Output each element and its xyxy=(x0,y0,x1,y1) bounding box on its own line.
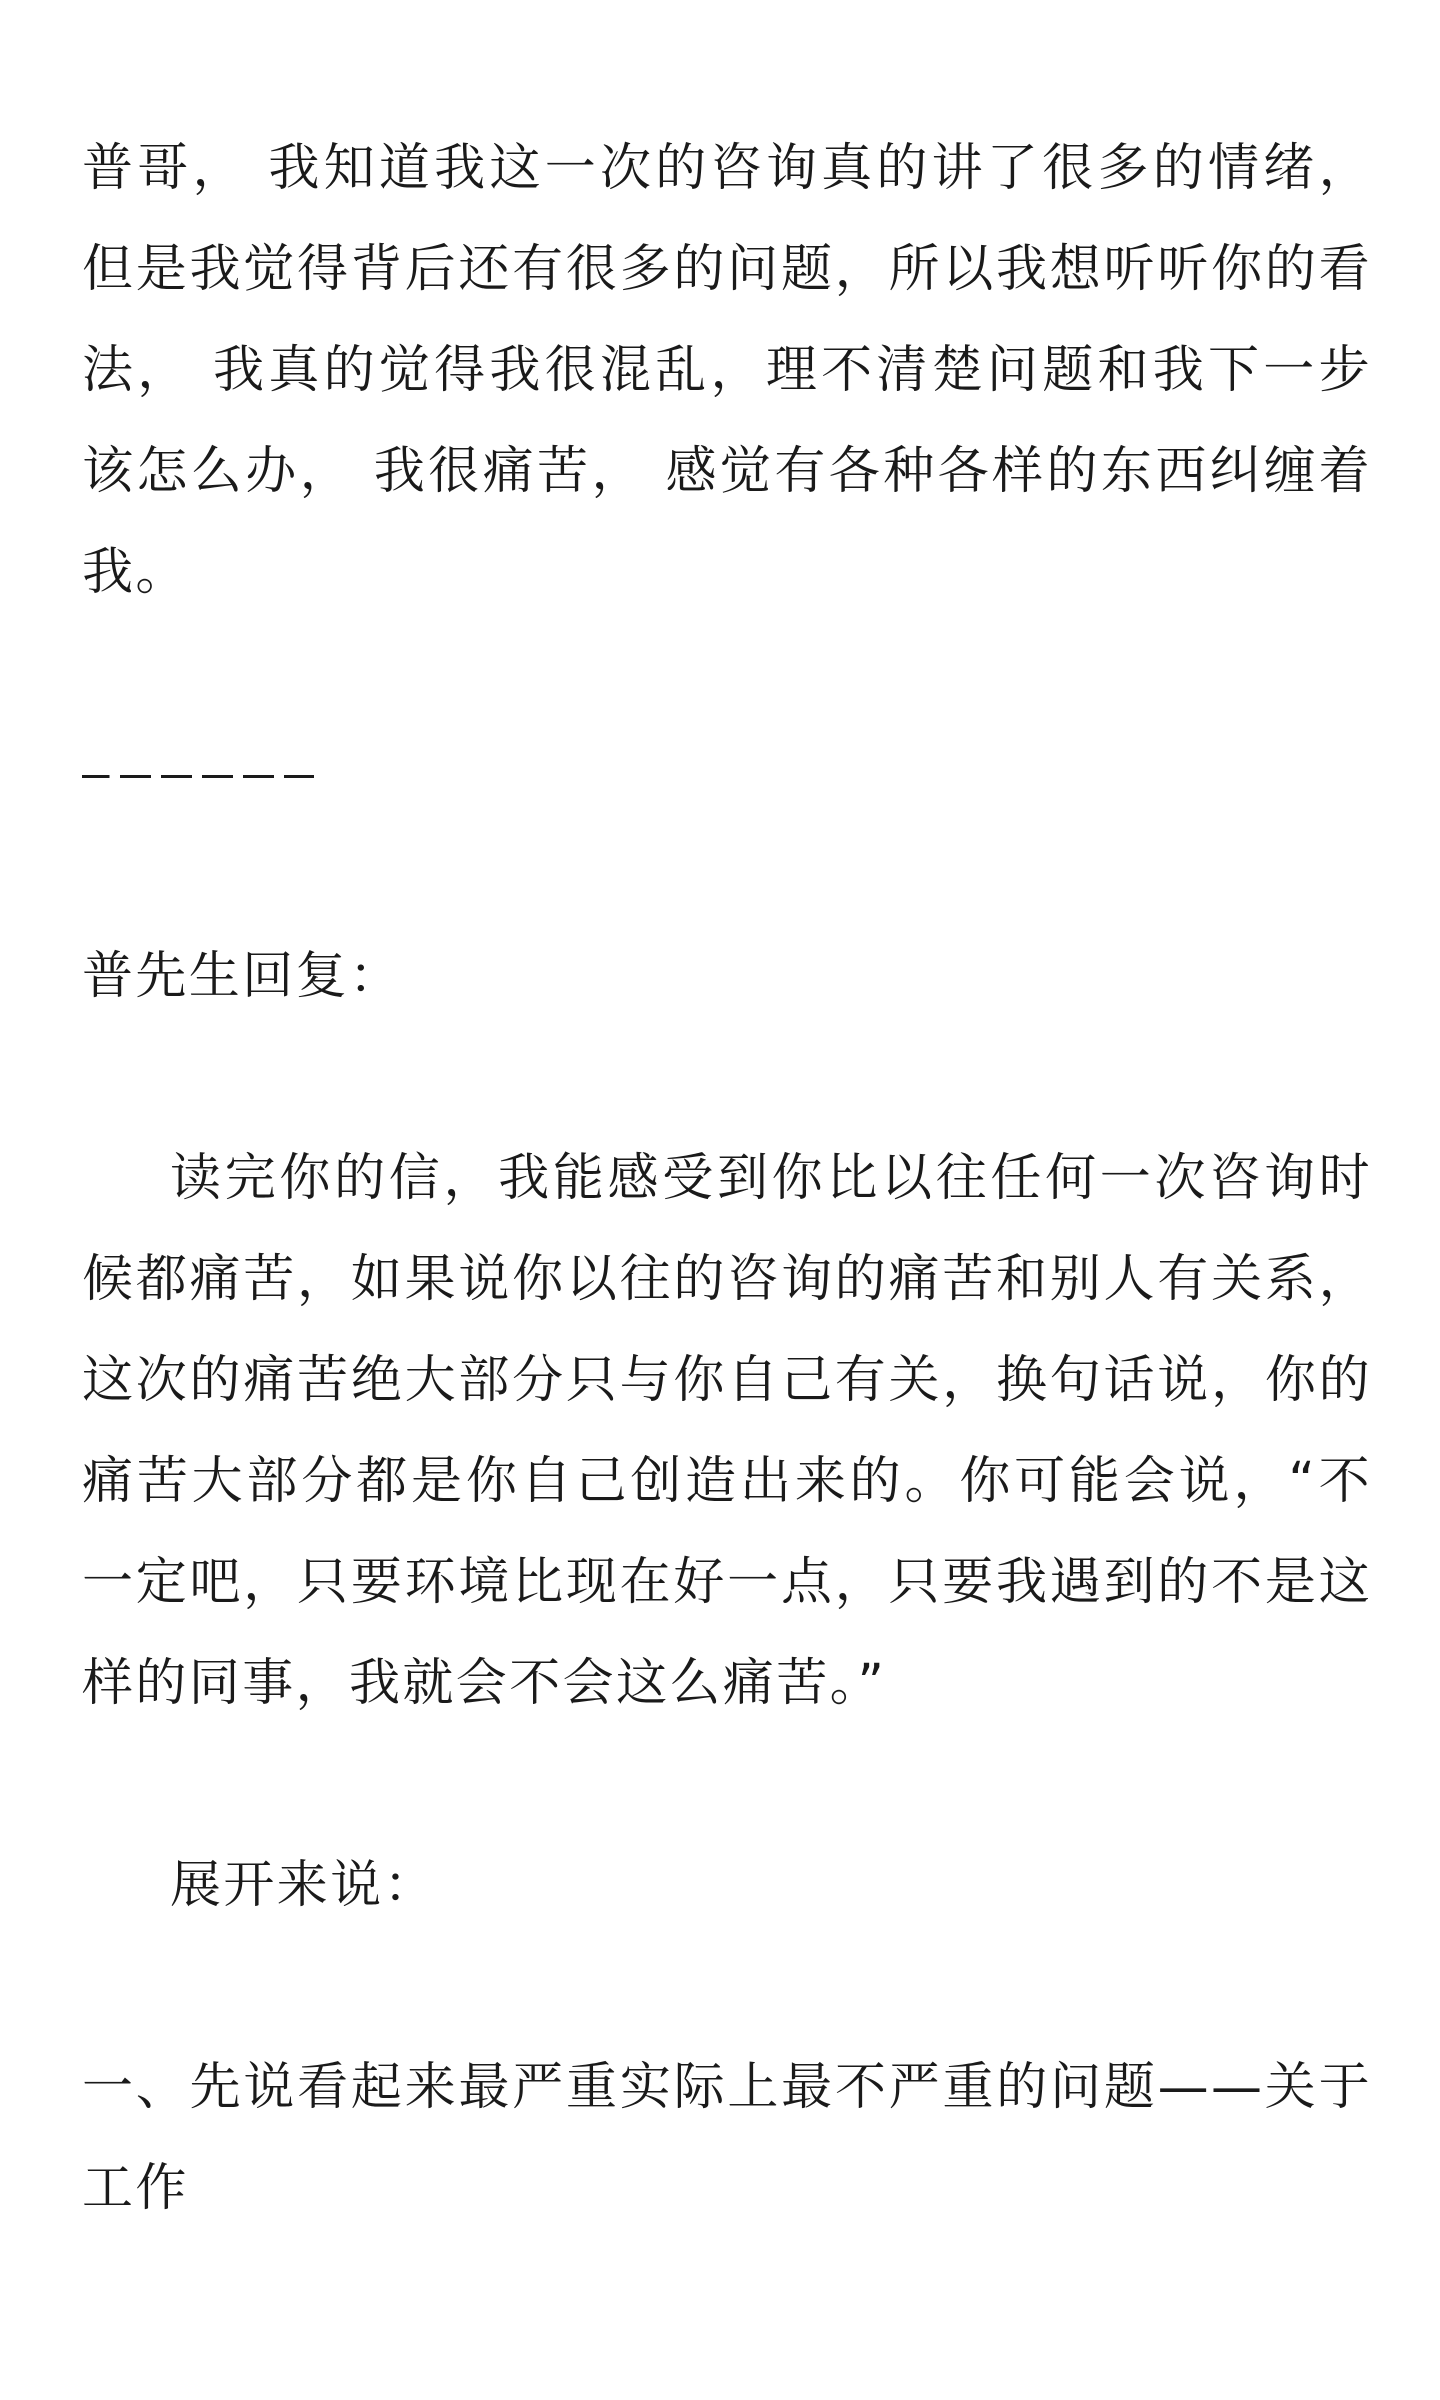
question-paragraph: 普哥， 我知道我这一次的咨询真的讲了很多的情绪，但是我觉得背后还有很多的问题，所以我想听听你的看法， 我真的觉得我很混乱，理不清楚问题和我下一步该怎么办， 我很痛苦， 感觉有各种各样的东西纠缠着我。 xyxy=(82,139,1372,602)
spacer xyxy=(82,1734,1372,1835)
article-body xyxy=(82,118,1372,2239)
spacer xyxy=(82,623,1372,724)
expand-intro: 展开来说： xyxy=(170,1856,438,1915)
spacer xyxy=(82,825,1372,926)
spacer xyxy=(82,1936,1372,2037)
section-one-heading: 一、先说看起来最严重实际上最不严重的问题——关于工作 xyxy=(82,2058,1372,2218)
spacer xyxy=(82,1027,1372,1128)
reply-heading: 普先生回复： xyxy=(82,947,403,1006)
section-divider xyxy=(82,724,1372,825)
divider-line xyxy=(82,775,314,778)
reply-paragraph: 读完你的信，我能感受到你比以往任何一次咨询时候都痛苦，如果说你以往的咨询的痛苦和别人有关系，这次的痛苦绝大部分只与你自己有关，换句话说，你的痛苦大部分都是你自己创造出来的。你可能会说，“不一定吧，只要环境比现在好一点，只要我遇到的不是这样的同事，我就会不会这么痛苦。” xyxy=(82,1149,1372,1713)
